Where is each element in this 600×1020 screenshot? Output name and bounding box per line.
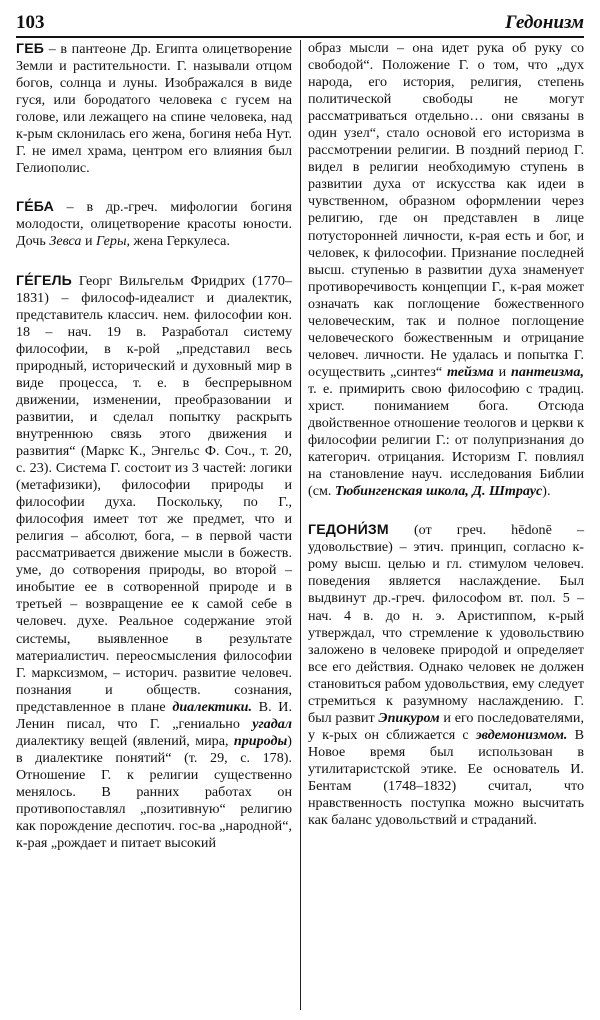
- entry-geba: [16, 198, 292, 250]
- entry-headword: ГЕ́БА: [16, 198, 54, 215]
- entry-text: [308, 40, 584, 500]
- entry-body: В Новое время был использован в утилитаристской этике. Ее основатель И. Бентам (1748–1832) считал, что нравственность поступка можно высчитать как баланс удовольствий и страданий.: [308, 726, 584, 829]
- entry-text: [16, 272, 292, 853]
- entry-body: ).: [542, 483, 551, 500]
- text-columns: [16, 40, 584, 1010]
- cross-reference: Зевса: [49, 233, 82, 250]
- entry-body: – в пантеоне Др. Египта олицетворение Земли и растительности. Г. называли отцом богов, солнца и луны. Изображался в виде гуся, или бородатого человека с гусем на голове, или лежащего на спине человека, над к-рым склонилась его жена, богиня неба Нут. Г. не имел храма, центром его влияния был Гелиополис.: [16, 41, 292, 177]
- entry-body: ) в диалектике понятий“ (т. 29, с. 178). Отношение Г. к религии существенно менялось. В ранних работах он противопоставлял „позитивную“ религию как порождение деспотич. гос-ва „народной“, к-рая „рождает и питает высокий: [16, 732, 292, 852]
- entry-text: [16, 198, 292, 250]
- entry-body: образ мысли – она идет рука об руку со свободой“. Положение Г. о том, что „дух народа, его история, религия, степень политической свободы не могут рассматриваться отдельно… они связаны в один узел“, стало основой его историзма в рассмотрении религии. В поздний период Г. видел в религии необходимую ступень в развитии духа от искусства как идеи в чувственном, образном оформлении через религию, где он представлен в лице потусторонней личности, к-рая есть и бог, и человек, к философии. Признание последней высш. ступенью в развитии духа знаменует противоречивость концепции Г., к-рая может означать как поглощение божественного человеческим, так и полное поглощение человеческого божественным и отрицание человеч. личности. Не удалась и попытка Г. осуществить „синтез“: [308, 40, 584, 380]
- entry-hegel: [16, 272, 292, 853]
- cross-reference: тейзма: [446, 363, 494, 380]
- entry-hedonism: [308, 521, 584, 829]
- emphasis: угадал: [252, 715, 292, 732]
- cross-reference: Тюбингенская школа, Д. Штраус: [334, 483, 543, 500]
- cross-reference: диалектики.: [172, 698, 252, 715]
- page-number: 103: [16, 12, 45, 33]
- left-column: [16, 40, 292, 1010]
- entry-body: диалектику вещей (явлений, мира,: [16, 732, 234, 749]
- entry-body: В. И. Ленин писал, что Г. „гениально: [16, 698, 292, 732]
- right-column: [308, 40, 584, 1010]
- entry-headword: ГЕДОНИ́ЗМ: [308, 521, 389, 538]
- entry-text: [16, 40, 292, 177]
- entry-headword: ГЕБ: [16, 40, 45, 56]
- cross-reference: пантеизма,: [511, 363, 584, 380]
- dictionary-page: [16, 10, 584, 1010]
- entry-body: жена Геркулеса.: [130, 233, 230, 250]
- entry-body: и: [493, 363, 512, 380]
- column-divider: [300, 40, 301, 1010]
- page-header: [16, 10, 584, 38]
- entry-body: Георг Вильгельм Фридрих (1770–1831) – философ-идеалист и диалектик, представитель классич. нем. философии кон. 18 – нач. 19 в. Разработал систему философии, в к-рой „представил весь природный, исторический и духовный мир в виде процесса, т. е. в беспрерывном движении, изменении, преобразовании и развитии, и сделал попытку раскрыть внутреннюю связь этого движения и развития“ (Маркс К., Энгельс Ф. Соч., т. 20, с. 23). Система Г. состоит из 3 частей: логики (метафизики), философии природы и философии духа. Поскольку, по Г., философия имеет тот же предмет, что и религия – абсолют, бога, – в первой части рассматривается движение мысли в божеств. уме, до сотворения природы, во второй – инобытие ее в сотворенной природе и в третьей – возвращение ее к самой себе в человеч. духе. Реальное содержание этой системы, выявленное в результате материалистич. переосмысления философии Г. марксизмом, – историч. развитие человеч. познания и обществ. сознания, представленное в плане: [16, 272, 292, 715]
- cross-reference: Эпикуром: [378, 709, 440, 726]
- cross-reference: эвдемонизмом.: [475, 726, 568, 743]
- entry-body: и его последователями, у к-рых он сближается с: [308, 709, 584, 743]
- entry-hegel-continued: [308, 40, 584, 500]
- running-head: Гедонизм: [505, 12, 584, 33]
- emphasis: природы: [233, 732, 288, 749]
- entry-body: (от греч. hēdonē – удовольствие) – этич. принцип, согласно к-рому высш. целью и гл. стимулом человеч. поведения является наслаждение. Был выдвинут др.-греч. философом вт. пол. 5 – нач. 4 в. до н. э. Аристиппом, к-рый утверждал, что стремление к удовольствию заложено в человеке природой и определяет все его действия. Однако человек не должен становиться рабом удовольствия, ему следует стремиться к разумному наслаждению. Г. был развит: [308, 522, 584, 726]
- entry-text: [308, 521, 584, 829]
- entry-geb: [16, 40, 292, 177]
- entry-body: т. е. примирить свою философию с традиц. христ. пониманием бога. Отсюда двойственное отношение теологов и церкви к философии религии Г.: от полупризнания до категорич. отрицания. Историзм Г. повлиял на становление науч. исследования Библии (см.: [308, 380, 584, 500]
- cross-reference: Геры,: [96, 233, 131, 250]
- entry-headword: ГЕ́ГЕЛЬ: [16, 271, 72, 288]
- entry-body: и: [81, 233, 97, 250]
- entry-body: – в др.-греч. мифологии богиня молодости, олицетворение красоты юности. Дочь: [16, 199, 292, 250]
